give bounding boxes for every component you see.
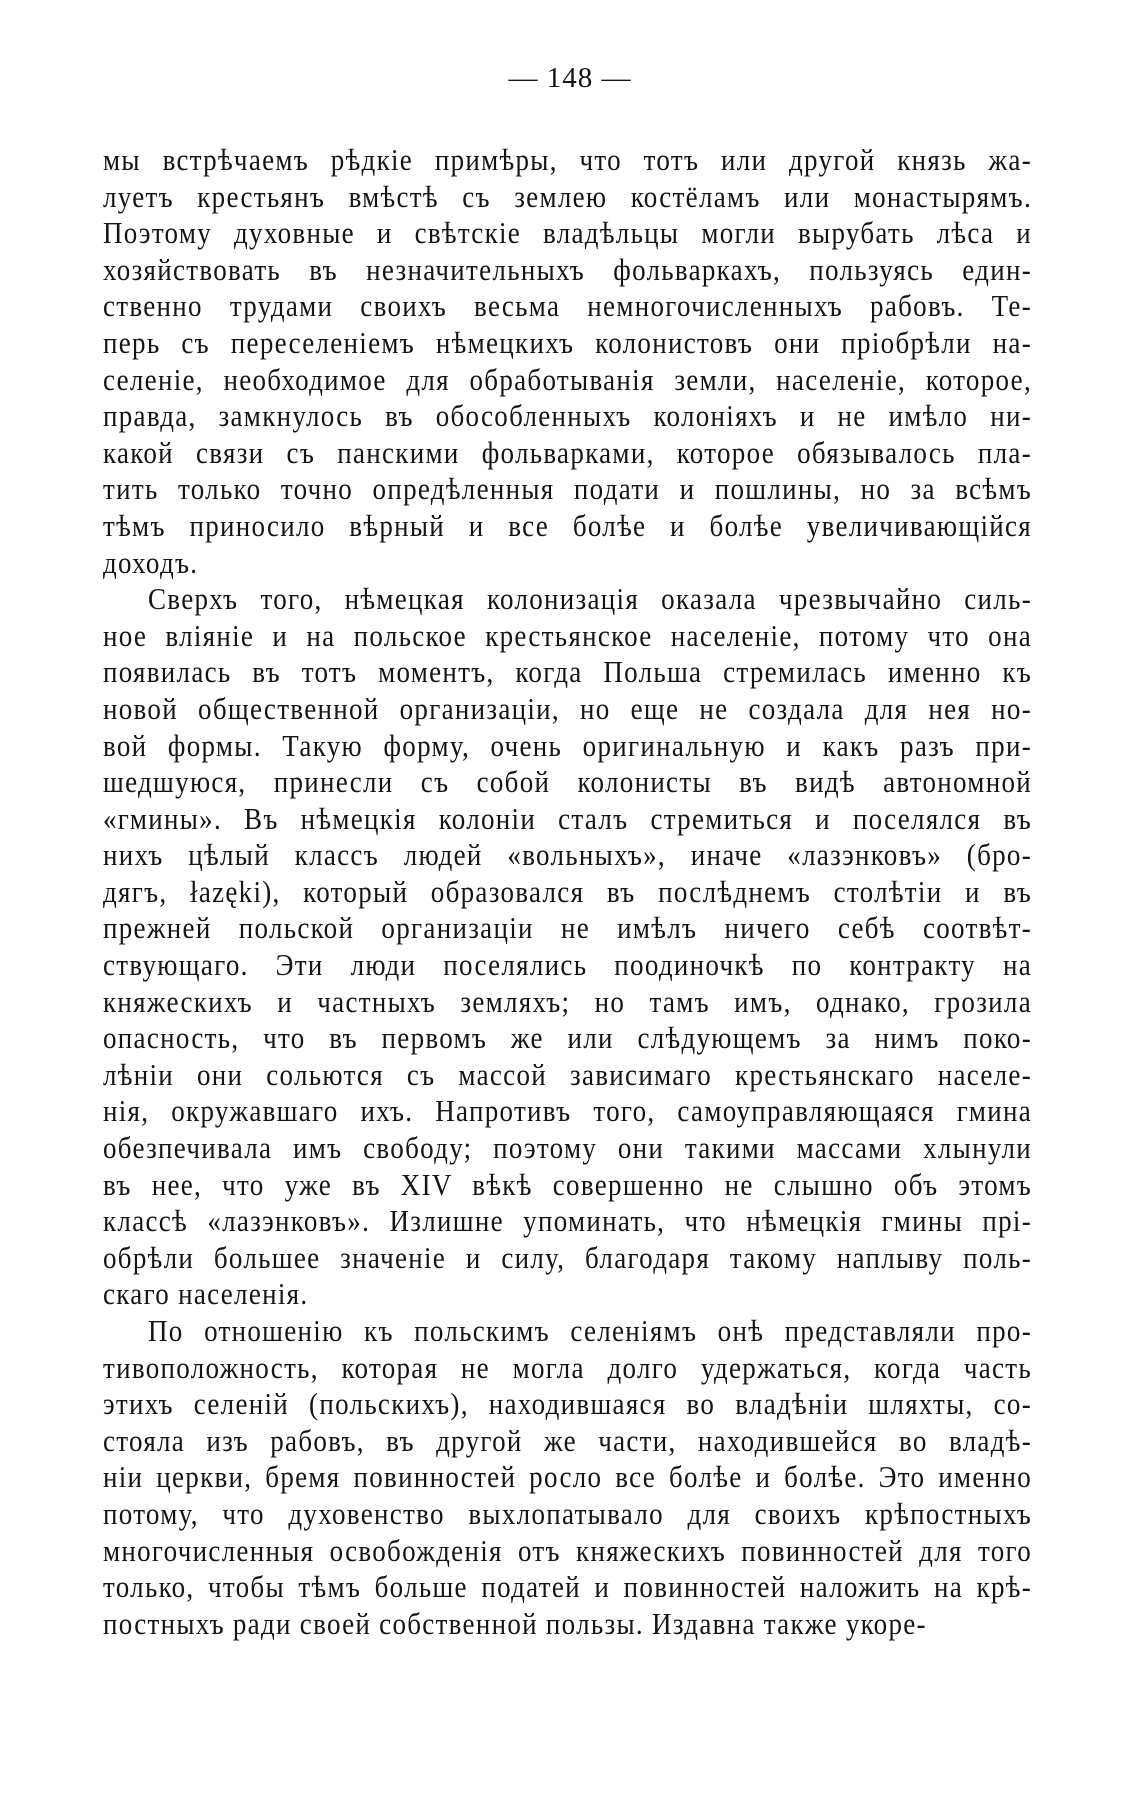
paragraph: [103, 142, 1032, 581]
text-line: потому, что духовенство выхлопатывало для своихъ крѣпостныхъ: [103, 1497, 1032, 1531]
text-line: стояла изъ рабовъ, въ другой же части, находившейся во владѣ-: [103, 1423, 1032, 1458]
text-line: тивоположность, которая не могла долго удержаться, когда часть: [103, 1350, 1032, 1385]
text-line: въ нее, что уже въ XIV вѣкѣ совершенно не слышно объ этомъ: [103, 1167, 1032, 1202]
text-line: княжескихъ и частныхъ земляхъ; но тамъ имъ, однако, грозила: [103, 984, 1032, 1019]
text-line: мы встрѣчаемъ рѣдкіе примѣры, что тотъ или другой князь жа-: [103, 143, 1032, 177]
text-line: «гмины». Въ нѣмецкія колоніи сталъ стремиться и поселялся въ: [103, 801, 1032, 836]
paragraph: [103, 1313, 1032, 1642]
text-line: вой формы. Такую форму, очень оригинальную и какъ разъ при-: [103, 728, 1032, 763]
text-line: ное вліяніе и на польское крестьянское населеніе, потому что она: [103, 618, 1032, 653]
text-line: этихъ селеній (польскихъ), находившаяся во владѣніи шляхты, со-: [103, 1387, 1032, 1421]
text-line: только, чтобы тѣмъ больше податей и повинностей наложить на крѣ-: [103, 1570, 1032, 1604]
text-line: тить только точно опредѣленныя подати и пошлины, но за всѣмъ: [103, 472, 1032, 507]
text-line: доходъ.: [103, 545, 199, 580]
body-text: [103, 142, 1032, 1642]
text-line: ствующаго. Эти люди поселялись поодиночкѣ по контракту на: [103, 948, 1032, 982]
text-line: новой общественной организаціи, но еще не создала для нея но-: [103, 692, 1032, 726]
text-line: перь съ переселеніемъ нѣмецкихъ колонистовъ они пріобрѣли на-: [103, 326, 1032, 360]
text-line: обезпечивала имъ свободу; поэтому они такими массами хлынули: [103, 1131, 1032, 1165]
text-line: нихъ цѣлый классъ людей «вольныхъ», иначе «лазэнковъ» (бро-: [103, 838, 1032, 873]
text-line: классѣ «лазэнковъ». Излишне упоминать, что нѣмецкія гмины прі-: [103, 1204, 1032, 1238]
text-line: селеніе, необходимое для обработыванія земли, населеніе, которое,: [103, 362, 1032, 397]
text-line: многочисленныя освобожденія отъ княжескихъ повинностей для того: [103, 1533, 1032, 1568]
text-line: постныхъ ради своей собственной пользы. Издавна также укоре-: [103, 1606, 927, 1641]
text-line: ственно трудами своихъ весьма немногочисленныхъ рабовъ. Те-: [103, 289, 1032, 324]
paragraph: [103, 581, 1032, 1313]
text-line: появилась въ тотъ моментъ, когда Польша стремилась именно къ: [103, 655, 1032, 690]
text-line: какой связи съ панскими фольварками, которое обязывалось пла-: [103, 435, 1032, 470]
text-line: хозяйствовать въ незначительныхъ фольваркахъ, пользуясь един-: [103, 252, 1032, 287]
text-line: шедшуюся, принесли съ собой колонисты въ видѣ автономной: [103, 765, 1032, 799]
text-line: нія, окружавшаго ихъ. Напротивъ того, самоуправляющаяся гмина: [103, 1094, 1032, 1129]
text-line: ніи церкви, бремя повинностей росло все болѣе и болѣе. Это именно: [103, 1460, 1032, 1495]
text-line: опасность, что въ первомъ же или слѣдующемъ за нимъ поко-: [103, 1021, 1032, 1056]
text-line: обрѣли большее значеніе и силу, благодаря такому наплыву поль-: [103, 1240, 1032, 1275]
text-line: Сверхъ того, нѣмецкая колонизація оказала чрезвычайно силь-: [148, 582, 1032, 616]
text-line: скаго населенія.: [103, 1277, 309, 1312]
text-line: Поэтому духовные и свѣтскіе владѣльцы могли вырубать лѣса и: [103, 216, 1032, 250]
text-line: дягъ, łazęki), который образовался въ послѣднемъ столѣтіи и въ: [103, 875, 1032, 909]
text-line: луетъ крестьянъ вмѣстѣ съ землею костёламъ или монастырямъ.: [103, 179, 1032, 214]
page-number: — 148 —: [508, 62, 632, 94]
text-line: прежней польской организаціи не имѣлъ ничего себѣ соотвѣт-: [103, 911, 1032, 946]
text-line: тѣмъ приносило вѣрный и все болѣе и болѣе увеличивающійся: [103, 509, 1032, 543]
text-line: лѣніи они сольются съ массой зависимаго крестьянскаго населе-: [103, 1058, 1032, 1092]
text-line: правда, замкнулось въ обособленныхъ колоніяхъ и не имѣло ни-: [103, 399, 1032, 433]
text-line: По отношенію къ польскимъ селеніямъ онѣ представляли про-: [148, 1314, 1032, 1348]
